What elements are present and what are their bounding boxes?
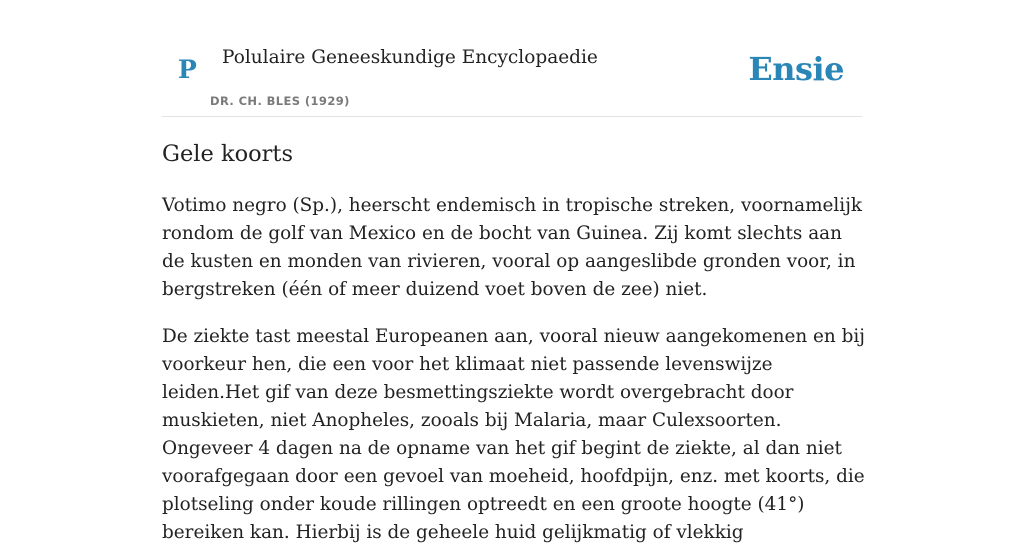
article-paragraph: De ziekte tast meestal Europeanen aan, vooral nieuw aangekomenen en bij voorkeur hen, die een voor het klimaat niet passende levenswijze leiden.Het gif van deze besmettingsziekte wordt overgebracht door muskieten, niet Anopheles, zooals bij Malaria, maar Culexsoorten. Ongeveer 4 dagen na de opname van het gif begint de ziekte, al dan niet voorafgegaan door een gevoel van moeheid, hoofdpijn, enz. met koorts, die plotseling onder koude rillingen optreedt en een groote hoogte (41°) bereiken kan. Hierbij is de geheele huid gelijkmatig of vlekkig — [162, 326, 865, 543]
book-author: DR. CH. BLES (1929) — [210, 94, 350, 108]
article-paragraph: Votimo negro (Sp.), heerscht endemisch in tropische streken, voornamelijk rondom de golf van Mexico en de bocht van Guinea. Zij komt slechts aan de kusten en monden van rivieren, vooral op aangeslibde gronden voor, in bergstreken (één of meer duizend voet boven de zee) niet. — [162, 195, 863, 300]
site-header — [162, 0, 862, 117]
article — [162, 136, 867, 547]
book-title[interactable]: Polulaire Geneeskundige Encyclopaedie — [222, 47, 598, 68]
ensie-logo-link[interactable]: Ensie — [748, 50, 844, 88]
book-logo-link[interactable]: P — [178, 55, 197, 84]
article-title: Gele koorts — [162, 141, 294, 167]
